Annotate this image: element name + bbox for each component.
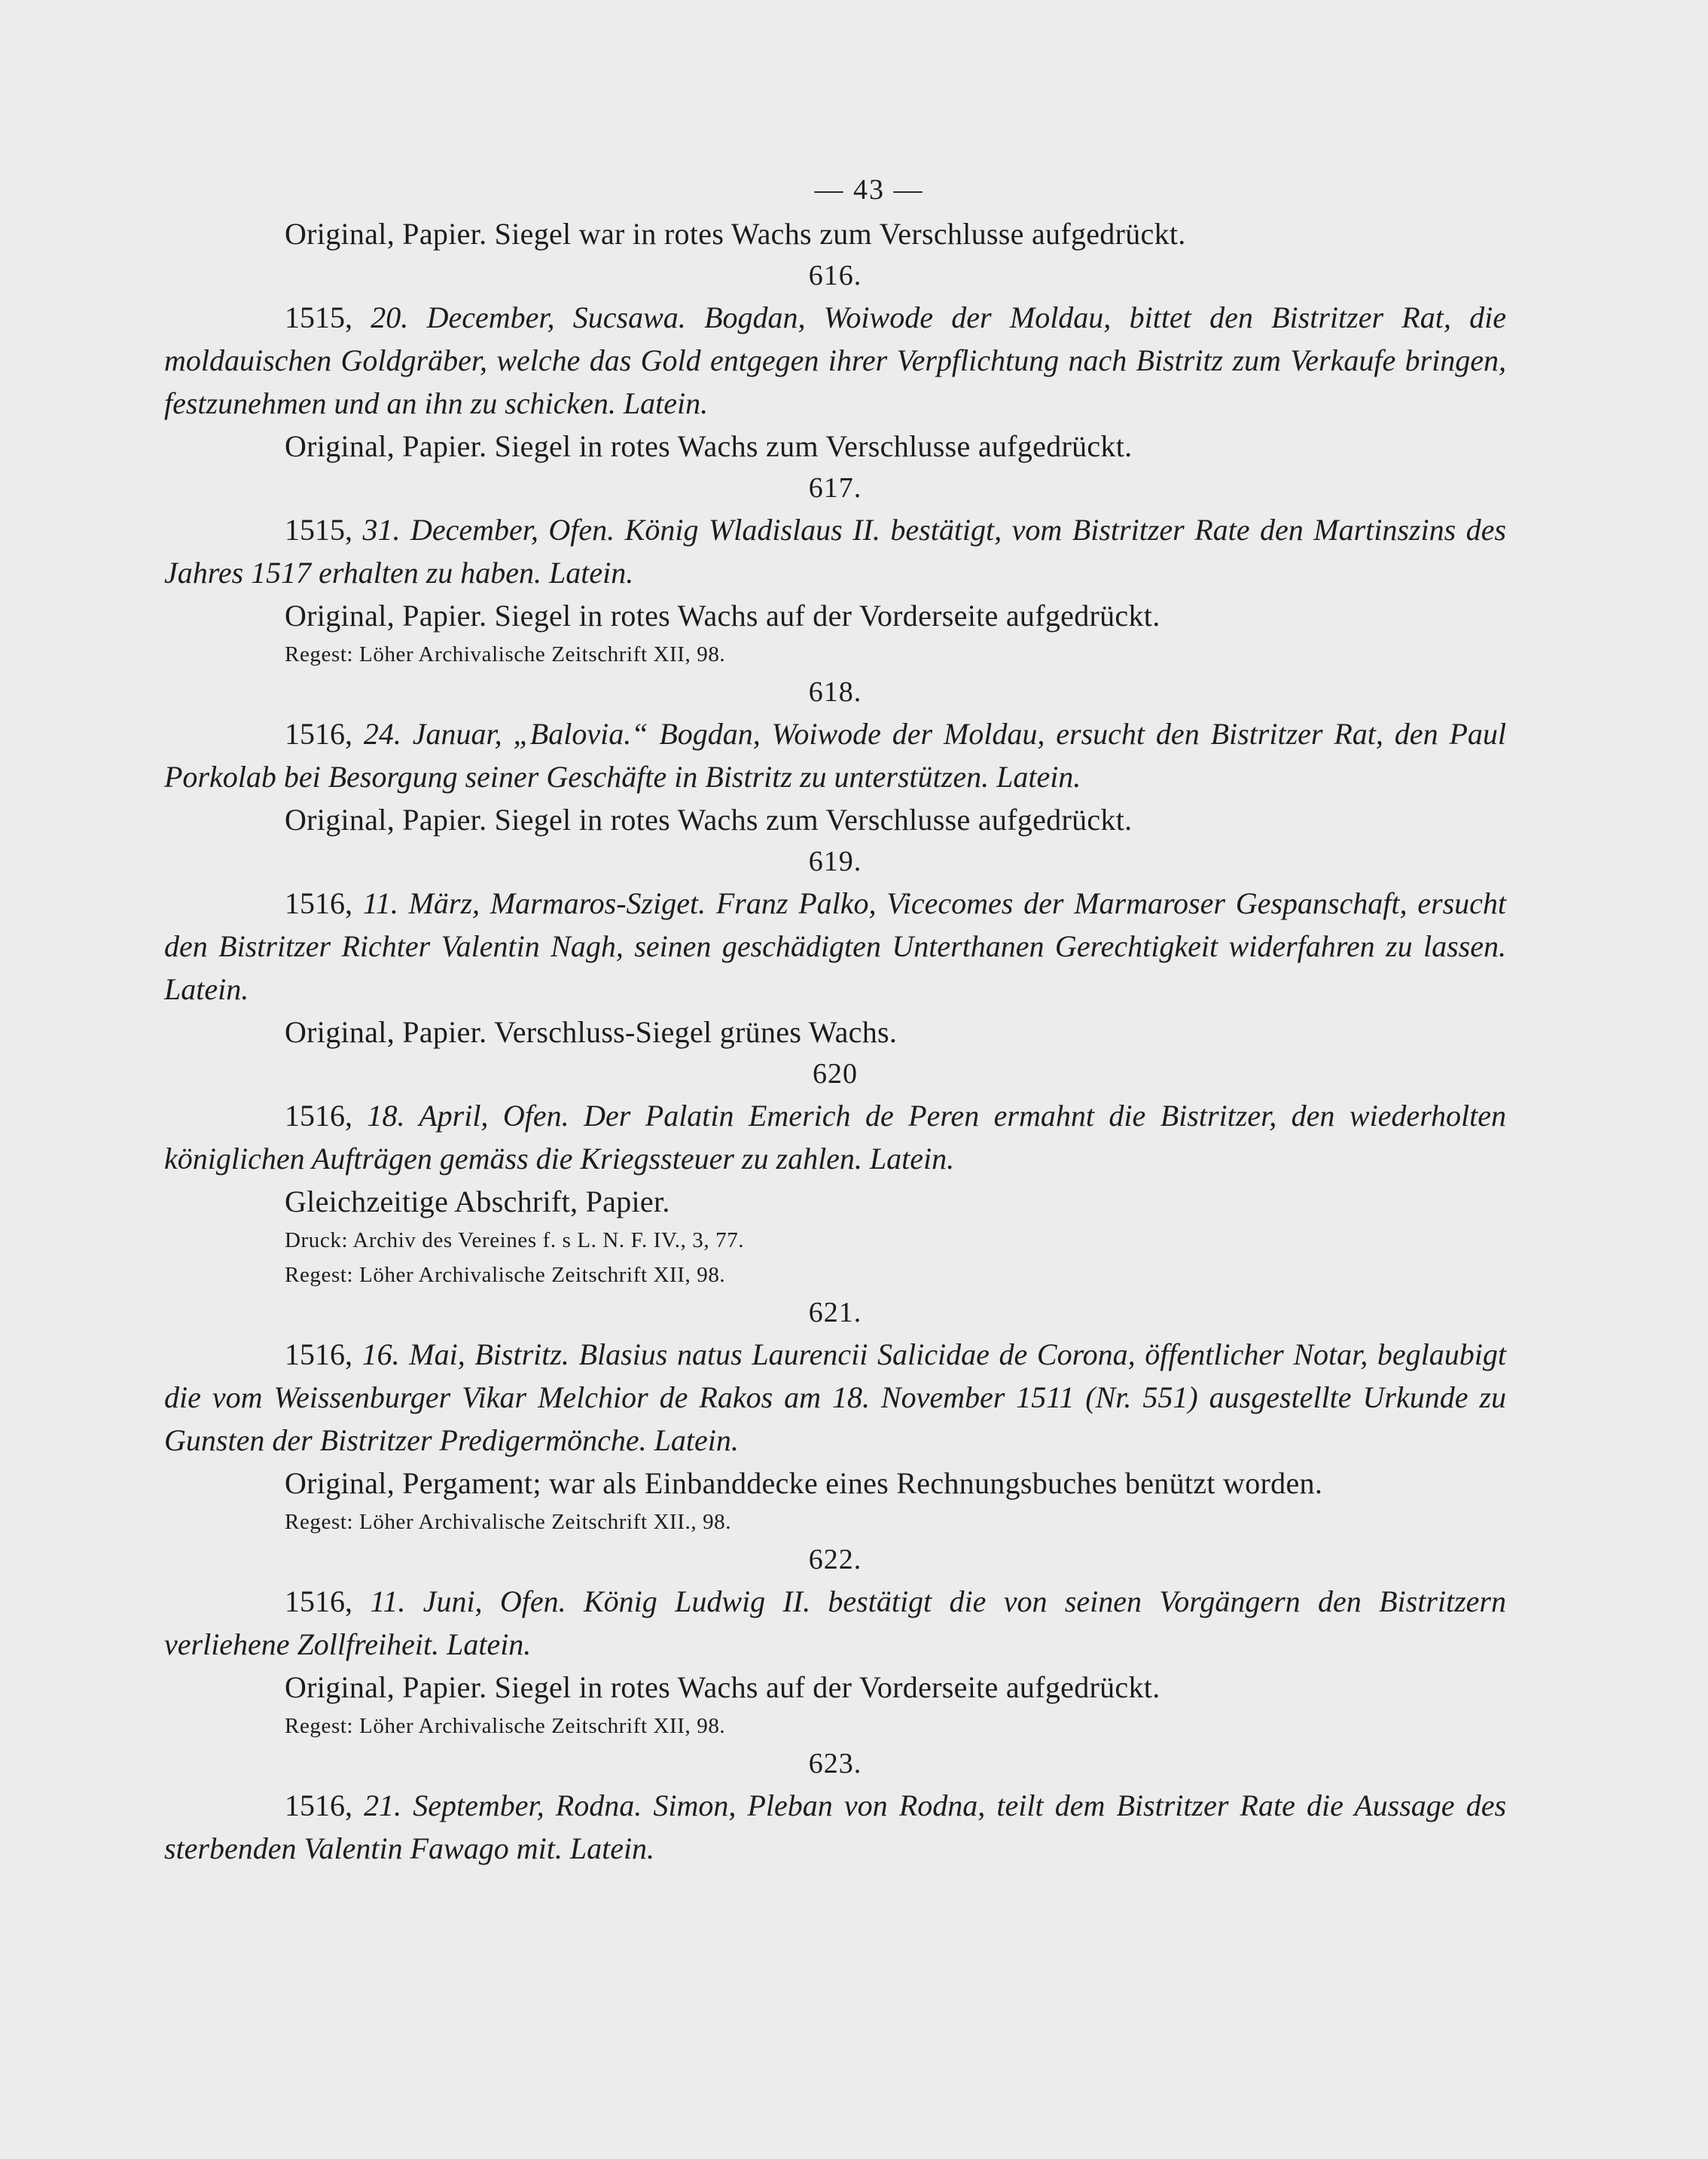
entry-source-note: Original, Papier. Siegel in rotes Wachs auf der Vorderseite aufgedrückt. — [285, 1670, 1161, 1704]
entries-list — [164, 255, 1506, 1870]
entry-regest: 11. Juni, Ofen. König Ludwig II. bestätigt die von seinen Vorgängern den Bistritzern verliehene Zollfreiheit. Latein. — [164, 1584, 1506, 1661]
entry-reference: Regest: Löher Archivalische Zeitschrift XII., 98. — [285, 1510, 732, 1534]
entry-number: 617. — [808, 472, 862, 504]
entry-text — [164, 1580, 1506, 1666]
page-number: — 43 — — [814, 174, 924, 206]
entry-year: 1516, — [285, 717, 352, 751]
entry-text — [164, 882, 1506, 1011]
entry — [164, 1054, 1506, 1292]
entry-reference: Regest: Löher Archivalische Zeitschrift XII, 98. — [285, 642, 726, 666]
entry-source-note: Original, Papier. Verschluss-Siegel grünes Wachs. — [285, 1015, 898, 1049]
entry-number: 621. — [808, 1297, 862, 1328]
entry-year: 1516, — [285, 886, 352, 920]
entry-regest: 18. April, Ofen. Der Palatin Emerich de Peren ermahnt die Bistritzer, den wiederholten königlichen Aufträgen gemäss die Kriegssteuer zu zahlen. Latein. — [164, 1099, 1507, 1176]
entry-number: 619. — [808, 846, 862, 877]
entry-year: 1516, — [285, 1584, 352, 1618]
entry-text — [164, 296, 1506, 425]
entry-source-note: Gleichzeitige Abschrift, Papier. — [285, 1185, 670, 1218]
continued-note: Original, Papier. Siegel war in rotes Wachs zum Verschlusse aufgedrückt. — [285, 217, 1186, 251]
entry-year: 1515, — [285, 513, 352, 547]
entry-number: 616. — [808, 260, 862, 291]
entry-reference: Regest: Löher Archivalische Zeitschrift XII, 98. — [285, 1263, 726, 1287]
entry-number: 623. — [808, 1748, 862, 1779]
entry-regest: 16. Mai, Bistritz. Blasius natus Laurencii Salicidae de Corona, öffentlicher Notar, beglaubigt die vom Weissenburger Vikar Melchior de Rakos am 18. November 1511 (Nr. 551) ausgestellte Urkunde zu Gunsten der Bistritzer Predigermönche. Latein. — [164, 1337, 1506, 1457]
entry-number: 622. — [808, 1544, 862, 1575]
entry-regest: 21. September, Rodna. Simon, Pleban von Rodna, teilt dem Bistritzer Rate die Aussage des sterbenden Valentin Fawago mit. Latein. — [164, 1788, 1507, 1865]
entry-regest: 20. December, Sucsawa. Bogdan, Woiwode der Moldau, bittet den Bistritzer Rat, die moldauischen Goldgräber, welche das Gold entgegen ihrer Verpflichtung nach Bistritz zum Verkaufe bringen, festzunehmen und an ihn zu schicken. Latein. — [164, 300, 1507, 420]
page-content — [164, 167, 1506, 1870]
entry-reference: Regest: Löher Archivalische Zeitschrift XII, 98. — [285, 1714, 726, 1738]
entry-year: 1516, — [285, 1788, 352, 1822]
entry-text — [164, 508, 1506, 594]
entry — [164, 1539, 1506, 1743]
entry-regest: 11. März, Marmaros-Sziget. Franz Palko, Vicecomes der Marmaroser Gespanschaft, ersucht den Bistritzer Richter Valentin Nagh, seinen geschädigten Unterthanen Gerechtigkeit widerfahren zu lassen. Latein. — [164, 886, 1506, 1006]
entry — [164, 1292, 1506, 1539]
entry — [164, 468, 1506, 672]
entry-text — [164, 1094, 1506, 1180]
entry-year: 1516, — [285, 1099, 352, 1133]
entry-number: 618. — [808, 676, 862, 708]
entry — [164, 1743, 1506, 1870]
entry-text — [164, 1784, 1506, 1870]
entry — [164, 672, 1506, 841]
entry-regest: 24. Januar, „Balovia.“ Bogdan, Woiwode der Moldau, ersucht den Bistritzer Rat, den Paul Porkolab bei Besorgung seiner Geschäfte in Bistritz zu unterstützen. Latein. — [164, 717, 1507, 794]
entry-year: 1515, — [285, 300, 352, 334]
entry-source-note: Original, Pergament; war als Einbanddecke eines Rechnungsbuches benützt worden. — [285, 1466, 1323, 1500]
entry — [164, 841, 1506, 1054]
entry-source-note: Original, Papier. Siegel in rotes Wachs zum Verschlusse aufgedrückt. — [285, 429, 1133, 463]
entry — [164, 255, 1506, 468]
entry-source-note: Original, Papier. Siegel in rotes Wachs auf der Vorderseite aufgedrückt. — [285, 599, 1161, 633]
entry-text — [164, 712, 1506, 798]
entry-reference: Druck: Archiv des Vereines f. s L. N. F. IV., 3, 77. — [285, 1228, 745, 1252]
entry-regest: 31. December, Ofen. König Wladislaus II. bestätigt, vom Bistritzer Rate den Martinszins des Jahres 1517 erhalten zu haben. Latein. — [164, 513, 1506, 590]
entry-source-note: Original, Papier. Siegel in rotes Wachs zum Verschlusse aufgedrückt. — [285, 803, 1133, 837]
entry-text — [164, 1333, 1506, 1462]
entry-number: 620 — [813, 1058, 858, 1090]
entry-year: 1516, — [285, 1337, 352, 1371]
